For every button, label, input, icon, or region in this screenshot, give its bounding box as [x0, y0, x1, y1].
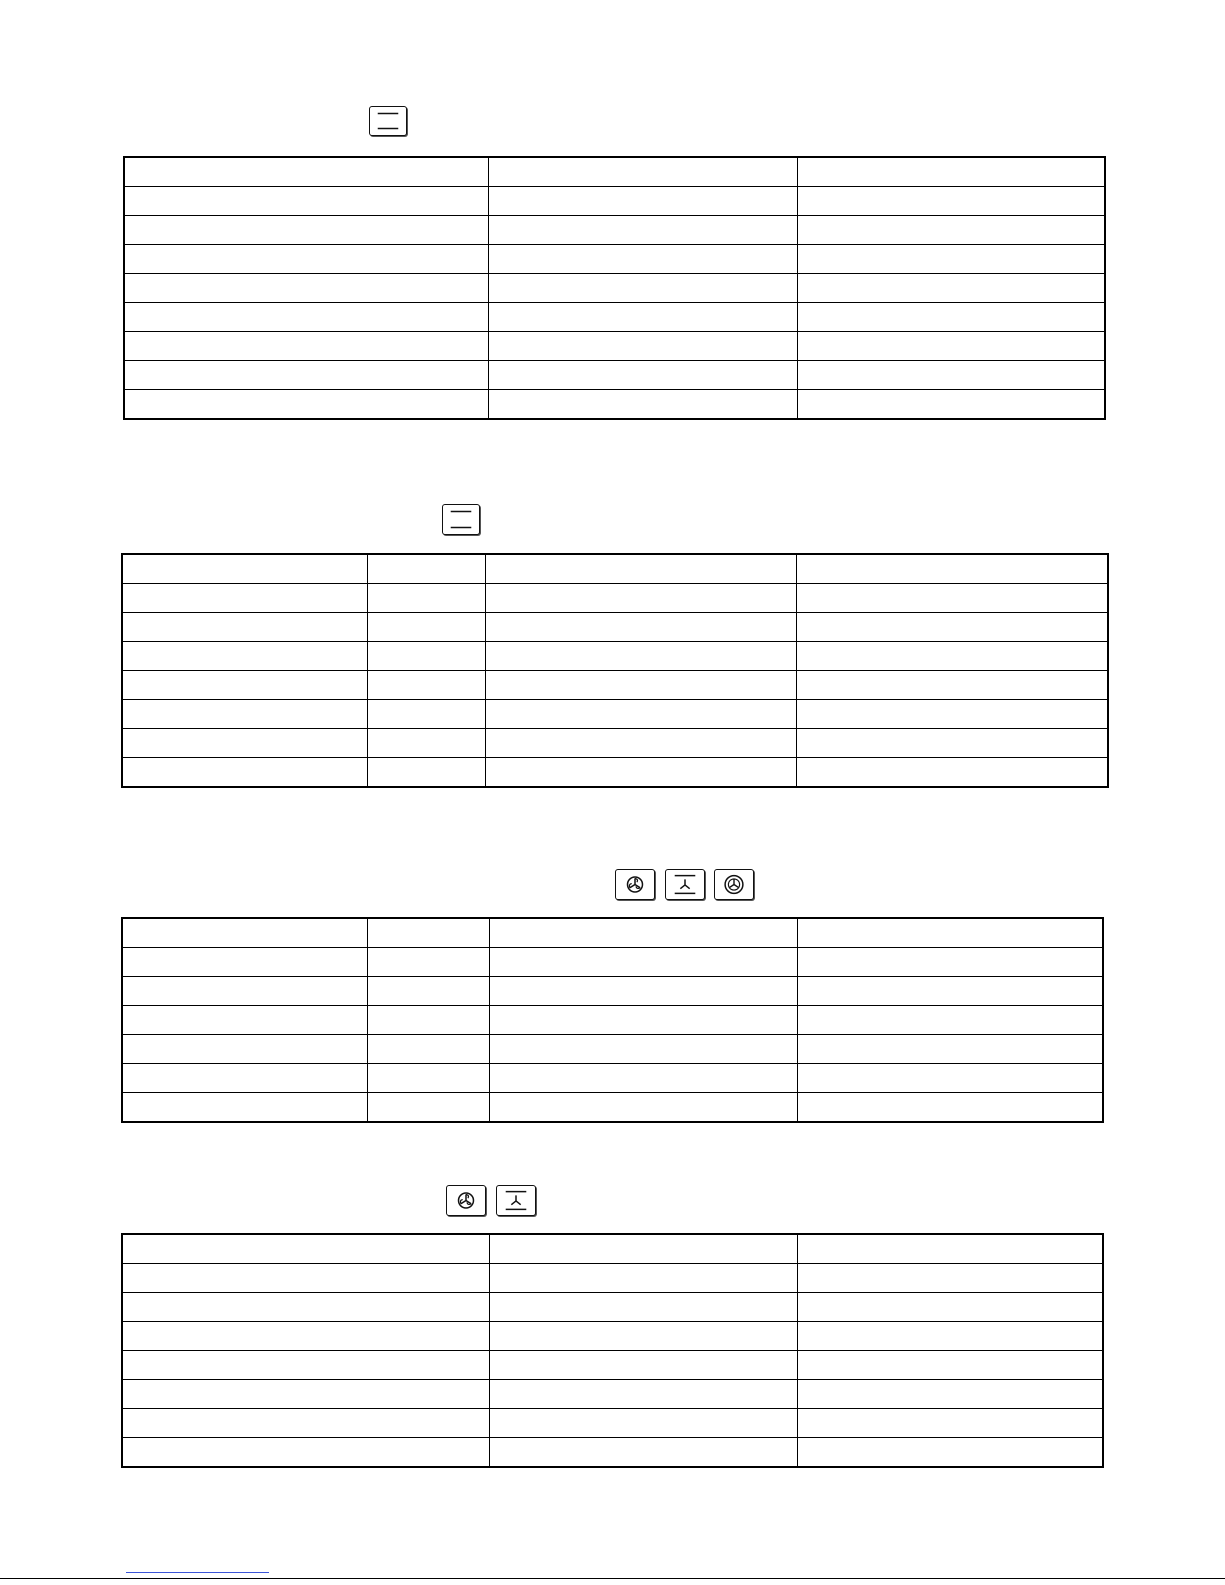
- table-cell: [122, 729, 367, 758]
- table-cell: [367, 642, 485, 671]
- table-cell: [797, 1293, 1103, 1322]
- table-cell: [489, 1438, 797, 1468]
- table-cell: [796, 613, 1108, 642]
- table-row: [122, 1264, 1103, 1293]
- table-cell: [124, 361, 488, 390]
- table-cell: [797, 1380, 1103, 1409]
- table-cell: [489, 1093, 797, 1123]
- table-cell: [797, 274, 1105, 303]
- table-cell: [124, 390, 488, 420]
- table-row: [122, 1409, 1103, 1438]
- table-cell: [489, 1064, 797, 1093]
- table-row: [122, 729, 1108, 758]
- table-cell: [367, 948, 489, 977]
- table-cell: [122, 948, 367, 977]
- table-row: [122, 1093, 1103, 1123]
- table-cell: [122, 918, 367, 948]
- table-cell: [122, 613, 367, 642]
- table-cell: [797, 1035, 1103, 1064]
- table-row: [122, 977, 1103, 1006]
- table-row: [124, 216, 1105, 245]
- table-1: [123, 156, 1106, 420]
- table-row: [124, 303, 1105, 332]
- fan-bottom-heat-icon: [496, 1185, 536, 1216]
- table-cell: [124, 245, 488, 274]
- top-bottom-heat-icon: [442, 504, 480, 535]
- table-cell: [796, 642, 1108, 671]
- table-cell: [124, 187, 488, 216]
- table-cell: [797, 390, 1105, 420]
- table-cell: [796, 700, 1108, 729]
- table-row: [124, 390, 1105, 420]
- table-cell: [489, 1409, 797, 1438]
- table-cell: [122, 1409, 489, 1438]
- table-cell: [485, 584, 796, 613]
- top-bottom-heat-icon: [369, 106, 407, 136]
- table-cell: [122, 758, 367, 788]
- table-row: [122, 1438, 1103, 1468]
- table-row: [122, 700, 1108, 729]
- table-cell: [488, 361, 797, 390]
- table-cell: [489, 1322, 797, 1351]
- fan-icon: [615, 869, 655, 900]
- table-cell: [489, 1351, 797, 1380]
- table-cell: [488, 274, 797, 303]
- table-cell: [485, 700, 796, 729]
- table-cell: [489, 1293, 797, 1322]
- table-cell: [367, 1064, 489, 1093]
- table-cell: [122, 1380, 489, 1409]
- table-cell: [797, 1438, 1103, 1468]
- table-cell: [122, 977, 367, 1006]
- table-cell: [485, 729, 796, 758]
- table-cell: [122, 1351, 489, 1380]
- table-row: [124, 361, 1105, 390]
- table-cell: [124, 303, 488, 332]
- table-cell: [367, 671, 485, 700]
- table-cell: [122, 1264, 489, 1293]
- footer-rule: [0, 1578, 1225, 1579]
- table-cell: [367, 584, 485, 613]
- table-cell: [488, 157, 797, 187]
- table-cell: [485, 671, 796, 700]
- table-cell: [796, 554, 1108, 584]
- table-cell: [797, 1409, 1103, 1438]
- table-cell: [122, 671, 367, 700]
- table-cell: [124, 216, 488, 245]
- table-3: [121, 917, 1104, 1123]
- table-cell: [797, 187, 1105, 216]
- table-cell: [122, 1234, 489, 1264]
- table-cell: [797, 948, 1103, 977]
- table-cell: [122, 1064, 367, 1093]
- table-row: [122, 1234, 1103, 1264]
- table-cell: [367, 758, 485, 788]
- table-cell: [796, 758, 1108, 788]
- table-cell: [488, 216, 797, 245]
- fan-ring-heat-icon: [714, 869, 754, 900]
- table-cell: [489, 948, 797, 977]
- table-cell: [797, 245, 1105, 274]
- table-cell: [489, 1264, 797, 1293]
- table-cell: [485, 758, 796, 788]
- table-cell: [797, 977, 1103, 1006]
- table-cell: [797, 1264, 1103, 1293]
- table-cell: [124, 274, 488, 303]
- table-row: [124, 245, 1105, 274]
- table-2: [121, 553, 1109, 788]
- table-cell: [122, 584, 367, 613]
- table-cell: [122, 1293, 489, 1322]
- table-cell: [488, 390, 797, 420]
- table-row: [124, 274, 1105, 303]
- table-cell: [485, 642, 796, 671]
- table-cell: [796, 584, 1108, 613]
- table-cell: [122, 642, 367, 671]
- table-row: [122, 642, 1108, 671]
- table-cell: [488, 303, 797, 332]
- table-cell: [367, 1006, 489, 1035]
- table-cell: [489, 1380, 797, 1409]
- table-row: [122, 584, 1108, 613]
- table-row: [124, 157, 1105, 187]
- table-row: [122, 671, 1108, 700]
- table-cell: [797, 1234, 1103, 1264]
- table-cell: [124, 157, 488, 187]
- table-row: [122, 1322, 1103, 1351]
- table-row: [122, 613, 1108, 642]
- table-cell: [797, 216, 1105, 245]
- table-row: [122, 1380, 1103, 1409]
- table-cell: [488, 245, 797, 274]
- table-row: [122, 1351, 1103, 1380]
- table-cell: [489, 1006, 797, 1035]
- table-row: [122, 1293, 1103, 1322]
- footer-link-underline: [126, 1572, 269, 1573]
- table-row: [124, 187, 1105, 216]
- table-cell: [367, 613, 485, 642]
- table-cell: [796, 671, 1108, 700]
- table-cell: [367, 700, 485, 729]
- table-row: [122, 1035, 1103, 1064]
- table-cell: [124, 332, 488, 361]
- table-row: [122, 1006, 1103, 1035]
- table-cell: [796, 729, 1108, 758]
- table-row: [122, 1064, 1103, 1093]
- table-cell: [797, 1006, 1103, 1035]
- table-cell: [367, 729, 485, 758]
- table-cell: [797, 332, 1105, 361]
- table-cell: [489, 918, 797, 948]
- table-cell: [485, 554, 796, 584]
- table-cell: [797, 1093, 1103, 1123]
- table-row: [122, 948, 1103, 977]
- table-cell: [797, 303, 1105, 332]
- table-cell: [797, 1322, 1103, 1351]
- table-cell: [122, 1438, 489, 1468]
- table-cell: [488, 332, 797, 361]
- table-cell: [122, 700, 367, 729]
- fan-bottom-heat-icon: [665, 869, 705, 900]
- table-cell: [367, 918, 489, 948]
- table-cell: [797, 361, 1105, 390]
- table-cell: [122, 1006, 367, 1035]
- table-cell: [122, 1093, 367, 1123]
- table-cell: [122, 1035, 367, 1064]
- table-cell: [367, 554, 485, 584]
- table-cell: [488, 187, 797, 216]
- table-cell: [367, 977, 489, 1006]
- fan-icon: [446, 1185, 486, 1216]
- table-cell: [797, 1351, 1103, 1380]
- table-cell: [367, 1093, 489, 1123]
- table-cell: [489, 1234, 797, 1264]
- table-cell: [122, 1322, 489, 1351]
- table-row: [124, 332, 1105, 361]
- table-cell: [489, 1035, 797, 1064]
- table-4: [121, 1233, 1104, 1468]
- table-row: [122, 554, 1108, 584]
- table-cell: [489, 977, 797, 1006]
- table-cell: [797, 1064, 1103, 1093]
- table-row: [122, 758, 1108, 788]
- table-cell: [485, 613, 796, 642]
- table-cell: [367, 1035, 489, 1064]
- table-cell: [797, 157, 1105, 187]
- table-cell: [797, 918, 1103, 948]
- table-cell: [122, 554, 367, 584]
- table-row: [122, 918, 1103, 948]
